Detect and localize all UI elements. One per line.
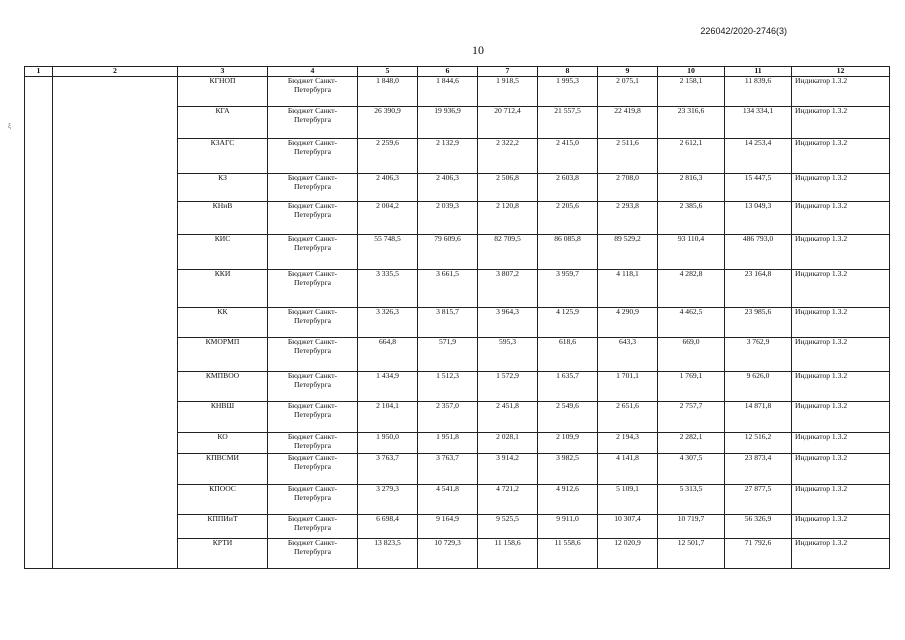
value-col-10: 1 769,1	[658, 372, 725, 402]
value-col-6: 10 729,3	[418, 539, 478, 569]
value-col-8: 11 558,6	[538, 539, 598, 569]
value-col-7: 2 322,2	[478, 139, 538, 174]
value-col-7: 1 572,9	[478, 372, 538, 402]
indicator: Индикатор 1.3.2	[792, 139, 890, 174]
column-header: 5	[358, 67, 418, 77]
value-col-6: 1 951,8	[418, 433, 478, 454]
column-header: 7	[478, 67, 538, 77]
value-col-10: 4 307,5	[658, 454, 725, 485]
value-col-7: 2 451,8	[478, 402, 538, 433]
value-col-11: 14 253,4	[725, 139, 792, 174]
value-col-9: 643,3	[598, 338, 658, 372]
column-header: 1	[25, 67, 53, 77]
table-row	[25, 454, 890, 485]
value-col-11: 71 792,6	[725, 539, 792, 569]
indicator: Индикатор 1.3.2	[792, 515, 890, 539]
value-col-8: 1 635,7	[538, 372, 598, 402]
value-col-10: 93 110,4	[658, 235, 725, 270]
indicator: Индикатор 1.3.2	[792, 485, 890, 515]
value-col-8: 618,6	[538, 338, 598, 372]
col-2-cell	[53, 77, 178, 107]
value-col-10: 12 501,7	[658, 539, 725, 569]
agency-code: КМПВОО	[178, 372, 268, 402]
agency-code: КППИиТ	[178, 515, 268, 539]
value-col-10: 23 316,6	[658, 107, 725, 139]
agency-code: КО	[178, 433, 268, 454]
value-col-7: 595,3	[478, 338, 538, 372]
value-col-6: 1 512,3	[418, 372, 478, 402]
table-row	[25, 270, 890, 308]
col-2-cell	[53, 139, 178, 174]
value-col-7: 1 918,5	[478, 77, 538, 107]
funding-source: Бюджет Санкт-Петербурга	[268, 454, 358, 485]
value-col-7: 2 028,1	[478, 433, 538, 454]
value-col-6: 2 039,3	[418, 202, 478, 235]
table-row	[25, 107, 890, 139]
col-1-cell	[25, 485, 53, 515]
funding-source: Бюджет Санкт-Петербурга	[268, 372, 358, 402]
col-1-cell	[25, 174, 53, 202]
value-col-5: 3 326,3	[358, 308, 418, 338]
indicator: Индикатор 1.3.2	[792, 174, 890, 202]
value-col-7: 9 525,5	[478, 515, 538, 539]
col-2-cell	[53, 107, 178, 139]
value-col-9: 4 290,9	[598, 308, 658, 338]
value-col-6: 9 164,9	[418, 515, 478, 539]
col-2-cell	[53, 235, 178, 270]
col-1-cell	[25, 77, 53, 107]
value-col-6: 3 763,7	[418, 454, 478, 485]
agency-code: КПВСМИ	[178, 454, 268, 485]
value-col-5: 664,8	[358, 338, 418, 372]
table-row	[25, 174, 890, 202]
table-row	[25, 202, 890, 235]
table-row	[25, 485, 890, 515]
col-2-cell	[53, 338, 178, 372]
col-2-cell	[53, 433, 178, 454]
value-col-8: 2 109,9	[538, 433, 598, 454]
indicator: Индикатор 1.3.2	[792, 77, 890, 107]
value-col-8: 2 415,0	[538, 139, 598, 174]
col-2-cell	[53, 539, 178, 569]
budget-table	[24, 66, 890, 569]
table-row	[25, 308, 890, 338]
value-col-10: 669,0	[658, 338, 725, 372]
value-col-6: 79 609,6	[418, 235, 478, 270]
value-col-8: 86 085,8	[538, 235, 598, 270]
value-col-6: 3 661,5	[418, 270, 478, 308]
funding-source: Бюджет Санкт-Петербурга	[268, 485, 358, 515]
value-col-6: 571,9	[418, 338, 478, 372]
table-row	[25, 515, 890, 539]
value-col-6: 19 936,9	[418, 107, 478, 139]
value-col-5: 3 763,7	[358, 454, 418, 485]
table-body	[25, 77, 890, 569]
funding-source: Бюджет Санкт-Петербурга	[268, 402, 358, 433]
funding-source: Бюджет Санкт-Петербурга	[268, 139, 358, 174]
value-col-6: 1 844,6	[418, 77, 478, 107]
margin-mark: ξ	[8, 122, 12, 130]
col-1-cell	[25, 433, 53, 454]
agency-code: КНВШ	[178, 402, 268, 433]
agency-code: КМОРМП	[178, 338, 268, 372]
col-2-cell	[53, 454, 178, 485]
value-col-8: 2 603,8	[538, 174, 598, 202]
funding-source: Бюджет Санкт-Петербурга	[268, 270, 358, 308]
table-row	[25, 235, 890, 270]
document-number: 226042/2020-2746(3)	[700, 26, 787, 36]
value-col-9: 2 075,1	[598, 77, 658, 107]
value-col-7: 11 158,6	[478, 539, 538, 569]
agency-code: КИС	[178, 235, 268, 270]
value-col-10: 2 612,1	[658, 139, 725, 174]
table-row	[25, 139, 890, 174]
col-2-cell	[53, 174, 178, 202]
value-col-5: 2 406,3	[358, 174, 418, 202]
col-2-cell	[53, 485, 178, 515]
table-row	[25, 372, 890, 402]
value-col-8: 9 911,0	[538, 515, 598, 539]
value-col-5: 2 004,2	[358, 202, 418, 235]
value-col-8: 2 205,6	[538, 202, 598, 235]
value-col-11: 12 516,2	[725, 433, 792, 454]
indicator: Индикатор 1.3.2	[792, 539, 890, 569]
col-2-cell	[53, 270, 178, 308]
value-col-5: 2 259,6	[358, 139, 418, 174]
col-2-cell	[53, 402, 178, 433]
value-col-10: 2 282,1	[658, 433, 725, 454]
value-col-5: 6 698,4	[358, 515, 418, 539]
column-header: 3	[178, 67, 268, 77]
value-col-6: 2 132,9	[418, 139, 478, 174]
agency-code: КЗАГС	[178, 139, 268, 174]
agency-code: КРТИ	[178, 539, 268, 569]
value-col-11: 23 985,6	[725, 308, 792, 338]
value-col-11: 23 873,4	[725, 454, 792, 485]
value-col-5: 2 104,1	[358, 402, 418, 433]
value-col-7: 3 807,2	[478, 270, 538, 308]
value-col-11: 3 762,9	[725, 338, 792, 372]
value-col-9: 12 020,9	[598, 539, 658, 569]
col-1-cell	[25, 515, 53, 539]
funding-source: Бюджет Санкт-Петербурга	[268, 235, 358, 270]
value-col-11: 486 793,0	[725, 235, 792, 270]
indicator: Индикатор 1.3.2	[792, 402, 890, 433]
page-number: 10	[472, 43, 484, 57]
value-col-7: 3 964,3	[478, 308, 538, 338]
value-col-8: 21 557,5	[538, 107, 598, 139]
value-col-10: 5 313,5	[658, 485, 725, 515]
value-col-11: 9 626,0	[725, 372, 792, 402]
col-2-cell	[53, 202, 178, 235]
value-col-8: 3 959,7	[538, 270, 598, 308]
value-col-10: 4 282,8	[658, 270, 725, 308]
value-col-8: 1 995,3	[538, 77, 598, 107]
value-col-9: 2 511,6	[598, 139, 658, 174]
value-col-9: 2 651,6	[598, 402, 658, 433]
value-col-9: 4 141,8	[598, 454, 658, 485]
funding-source: Бюджет Санкт-Петербурга	[268, 433, 358, 454]
column-header: 2	[53, 67, 178, 77]
value-col-5: 3 335,5	[358, 270, 418, 308]
value-col-9: 10 307,4	[598, 515, 658, 539]
value-col-5: 55 748,5	[358, 235, 418, 270]
col-1-cell	[25, 107, 53, 139]
indicator: Индикатор 1.3.2	[792, 235, 890, 270]
col-1-cell	[25, 308, 53, 338]
col-2-cell	[53, 372, 178, 402]
value-col-5: 1 950,0	[358, 433, 418, 454]
col-1-cell	[25, 372, 53, 402]
value-col-9: 2 708,0	[598, 174, 658, 202]
column-header: 10	[658, 67, 725, 77]
value-col-9: 2 293,8	[598, 202, 658, 235]
table-row	[25, 539, 890, 569]
col-2-cell	[53, 515, 178, 539]
value-col-9: 4 118,1	[598, 270, 658, 308]
funding-source: Бюджет Санкт-Петербурга	[268, 174, 358, 202]
table-row	[25, 77, 890, 107]
column-header: 12	[792, 67, 890, 77]
agency-code: ККИ	[178, 270, 268, 308]
col-1-cell	[25, 539, 53, 569]
value-col-10: 2 816,3	[658, 174, 725, 202]
indicator: Индикатор 1.3.2	[792, 308, 890, 338]
table-row	[25, 338, 890, 372]
indicator: Индикатор 1.3.2	[792, 270, 890, 308]
value-col-11: 27 877,5	[725, 485, 792, 515]
value-col-10: 2 385,6	[658, 202, 725, 235]
value-col-9: 22 419,8	[598, 107, 658, 139]
value-col-6: 2 357,0	[418, 402, 478, 433]
funding-source: Бюджет Санкт-Петербурга	[268, 202, 358, 235]
value-col-10: 4 462,5	[658, 308, 725, 338]
value-col-8: 3 982,5	[538, 454, 598, 485]
funding-source: Бюджет Санкт-Петербурга	[268, 338, 358, 372]
value-col-6: 4 541,8	[418, 485, 478, 515]
value-col-10: 2 757,7	[658, 402, 725, 433]
value-col-7: 2 120,8	[478, 202, 538, 235]
value-col-7: 82 709,5	[478, 235, 538, 270]
col-1-cell	[25, 338, 53, 372]
value-col-11: 13 049,3	[725, 202, 792, 235]
indicator: Индикатор 1.3.2	[792, 202, 890, 235]
col-1-cell	[25, 270, 53, 308]
value-col-5: 1 434,9	[358, 372, 418, 402]
agency-code: КК	[178, 308, 268, 338]
agency-code: КЗ	[178, 174, 268, 202]
value-col-8: 4 912,6	[538, 485, 598, 515]
value-col-11: 11 839,6	[725, 77, 792, 107]
value-col-10: 2 158,1	[658, 77, 725, 107]
value-col-6: 2 406,3	[418, 174, 478, 202]
agency-code: КПООС	[178, 485, 268, 515]
value-col-6: 3 815,7	[418, 308, 478, 338]
value-col-11: 56 326,9	[725, 515, 792, 539]
funding-source: Бюджет Санкт-Петербурга	[268, 539, 358, 569]
value-col-7: 2 506,8	[478, 174, 538, 202]
value-col-11: 134 334,1	[725, 107, 792, 139]
table-row	[25, 402, 890, 433]
value-col-5: 3 279,3	[358, 485, 418, 515]
value-col-5: 13 823,5	[358, 539, 418, 569]
value-col-9: 1 701,1	[598, 372, 658, 402]
col-2-cell	[53, 308, 178, 338]
value-col-9: 2 194,3	[598, 433, 658, 454]
indicator: Индикатор 1.3.2	[792, 338, 890, 372]
header-row	[25, 67, 890, 77]
col-1-cell	[25, 454, 53, 485]
value-col-7: 20 712,4	[478, 107, 538, 139]
value-col-5: 26 390,9	[358, 107, 418, 139]
funding-source: Бюджет Санкт-Петербурга	[268, 515, 358, 539]
value-col-9: 5 109,1	[598, 485, 658, 515]
value-col-9: 89 529,2	[598, 235, 658, 270]
funding-source: Бюджет Санкт-Петербурга	[268, 107, 358, 139]
column-header: 4	[268, 67, 358, 77]
agency-code: КНиВ	[178, 202, 268, 235]
col-1-cell	[25, 202, 53, 235]
col-1-cell	[25, 402, 53, 433]
column-header: 9	[598, 67, 658, 77]
value-col-7: 4 721,2	[478, 485, 538, 515]
column-header: 6	[418, 67, 478, 77]
value-col-5: 1 848,0	[358, 77, 418, 107]
value-col-7: 3 914,2	[478, 454, 538, 485]
value-col-10: 10 719,7	[658, 515, 725, 539]
funding-source: Бюджет Санкт-Петербурга	[268, 77, 358, 107]
value-col-8: 2 549,6	[538, 402, 598, 433]
value-col-11: 15 447,5	[725, 174, 792, 202]
agency-code: КГНОП	[178, 77, 268, 107]
indicator: Индикатор 1.3.2	[792, 372, 890, 402]
indicator: Индикатор 1.3.2	[792, 107, 890, 139]
indicator: Индикатор 1.3.2	[792, 433, 890, 454]
column-header: 11	[725, 67, 792, 77]
value-col-8: 4 125,9	[538, 308, 598, 338]
value-col-11: 23 164,8	[725, 270, 792, 308]
col-1-cell	[25, 139, 53, 174]
agency-code: КГА	[178, 107, 268, 139]
indicator: Индикатор 1.3.2	[792, 454, 890, 485]
funding-source: Бюджет Санкт-Петербурга	[268, 308, 358, 338]
value-col-11: 14 871,8	[725, 402, 792, 433]
column-header: 8	[538, 67, 598, 77]
col-1-cell	[25, 235, 53, 270]
table-row	[25, 433, 890, 454]
